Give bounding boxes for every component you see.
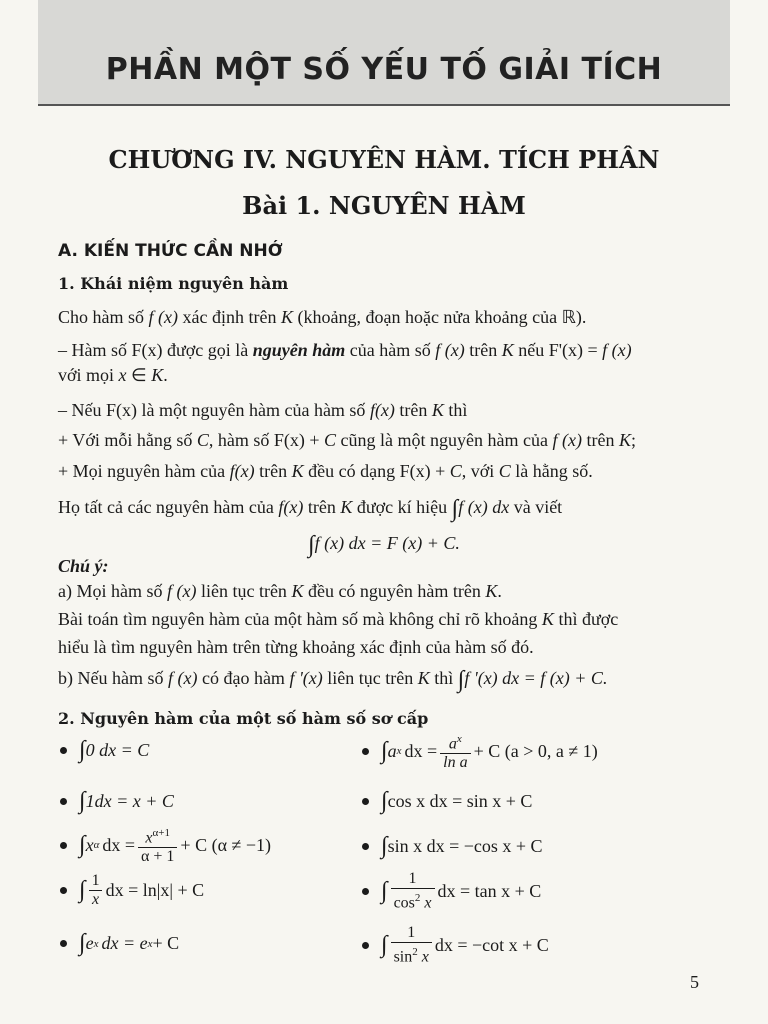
fraction: $\frac{a^x}{\text{ln a}}$ [440, 730, 470, 772]
formula-l1: ∫ 0 dx = C [60, 737, 149, 764]
bullet-icon [362, 888, 369, 895]
bullet-icon [60, 940, 67, 947]
formula-r2: ∫ cos x dx = sin x + C [362, 788, 532, 815]
subsection-1-heading: 1. Khái niệm nguyên hàm [58, 274, 289, 293]
fraction: $\frac{1}{\sin^2 x}$ [391, 924, 432, 966]
bullet-icon [60, 798, 67, 805]
bullet-icon [60, 842, 67, 849]
section-a-heading: A. KIẾN THỨC CẦN NHỚ [58, 241, 283, 261]
note-title: Chú ý: [58, 556, 109, 576]
bullet-icon [362, 748, 369, 755]
lesson-title: Bài 1. NGUYÊN HÀM [242, 191, 526, 220]
paragraph-5: + Với mỗi hằng số C, hàm số F(x) + C cũng là một nguyên hàm của f (x) trên K; [58, 430, 636, 450]
part-title: PHẦN MỘT SỐ YẾU TỐ GIẢI TÍCH [105, 52, 663, 87]
paragraph-9: a) Mọi hàm số f (x) liên tục trên K đều có nguyên hàm trên K. [58, 581, 502, 601]
bullet-icon [60, 747, 67, 754]
formula-l2: ∫ 1dx = x + C [60, 788, 174, 815]
formula-definition: ∫f (x) dx = F (x) + C. [308, 532, 460, 558]
paragraph-7: Họ tất cả các nguyên hàm của f(x) trên K được kí hiệu ∫f (x) dx và viết [58, 496, 563, 522]
formula-r4: ∫ $\frac{1}{\cos^2 x}$ dx = tan x + C [362, 870, 541, 912]
paragraph-2: – Hàm số F(x) được gọi là nguyên hàm của hàm số f (x) trên K nếu F'(x) = f (x) [58, 340, 632, 360]
paragraph-10: Bài toán tìm nguyên hàm của một hàm số mà không chỉ rõ khoảng K thì được [58, 609, 619, 629]
subsection-2-heading: 2. Nguyên hàm của một số hàm số sơ cấp [58, 709, 429, 728]
paragraph-12: b) Nếu hàm số f (x) có đạo hàm f '(x) liên tục trên K thì ∫f '(x) dx = f (x) + C. [58, 667, 608, 693]
fraction: $\frac{1}{\cos^2 x}$ [391, 870, 435, 912]
formula-r3: ∫ sin x dx = −cos x + C [362, 833, 543, 860]
paragraph-4: – Nếu F(x) là một nguyên hàm của hàm số f(x) trên K thì [58, 400, 468, 420]
bullet-icon [362, 942, 369, 949]
bullet-icon [60, 887, 67, 894]
paragraph-11: hiểu là tìm nguyên hàm trên từng khoảng xác định của hàm số đó. [58, 637, 534, 657]
page-number: 5 [690, 972, 699, 992]
formula-l5: ∫ e x dx = e x + C [60, 930, 179, 957]
formula-l4: ∫ $\frac{1}{x}$ dx = ln|x| + C [60, 872, 204, 909]
paragraph-6: + Mọi nguyên hàm của f(x) trên K đều có dạng F(x) + C, với C là hằng số. [58, 461, 593, 481]
paragraph-3: với mọi x ∈ K. [58, 365, 168, 385]
header-rule [38, 104, 730, 106]
paragraph-1: Cho hàm số f (x) xác định trên K (khoảng, đoạn hoặc nửa khoảng của ℝ). [58, 307, 587, 327]
formula-r1: ∫ a x dx = $\frac{a^x}{\text{ln a}}$ + C (a > 0, a ≠ 1) [362, 730, 598, 772]
bullet-icon [362, 843, 369, 850]
chapter-title: CHƯƠNG IV. NGUYÊN HÀM. TÍCH PHÂN [108, 145, 660, 174]
fraction: $\frac{1}{x}$ [89, 872, 103, 909]
formula-l3: ∫ x α dx = $\frac{x^{\alpha+1}}{\alpha + 1}$ + C (α ≠ −1) [60, 824, 271, 866]
fraction: $\frac{x^{\alpha+1}}{\alpha + 1}$ [138, 824, 177, 866]
formula-r5: ∫ $\frac{1}{\sin^2 x}$ dx = −cot x + C [362, 924, 549, 966]
bullet-icon [362, 798, 369, 805]
